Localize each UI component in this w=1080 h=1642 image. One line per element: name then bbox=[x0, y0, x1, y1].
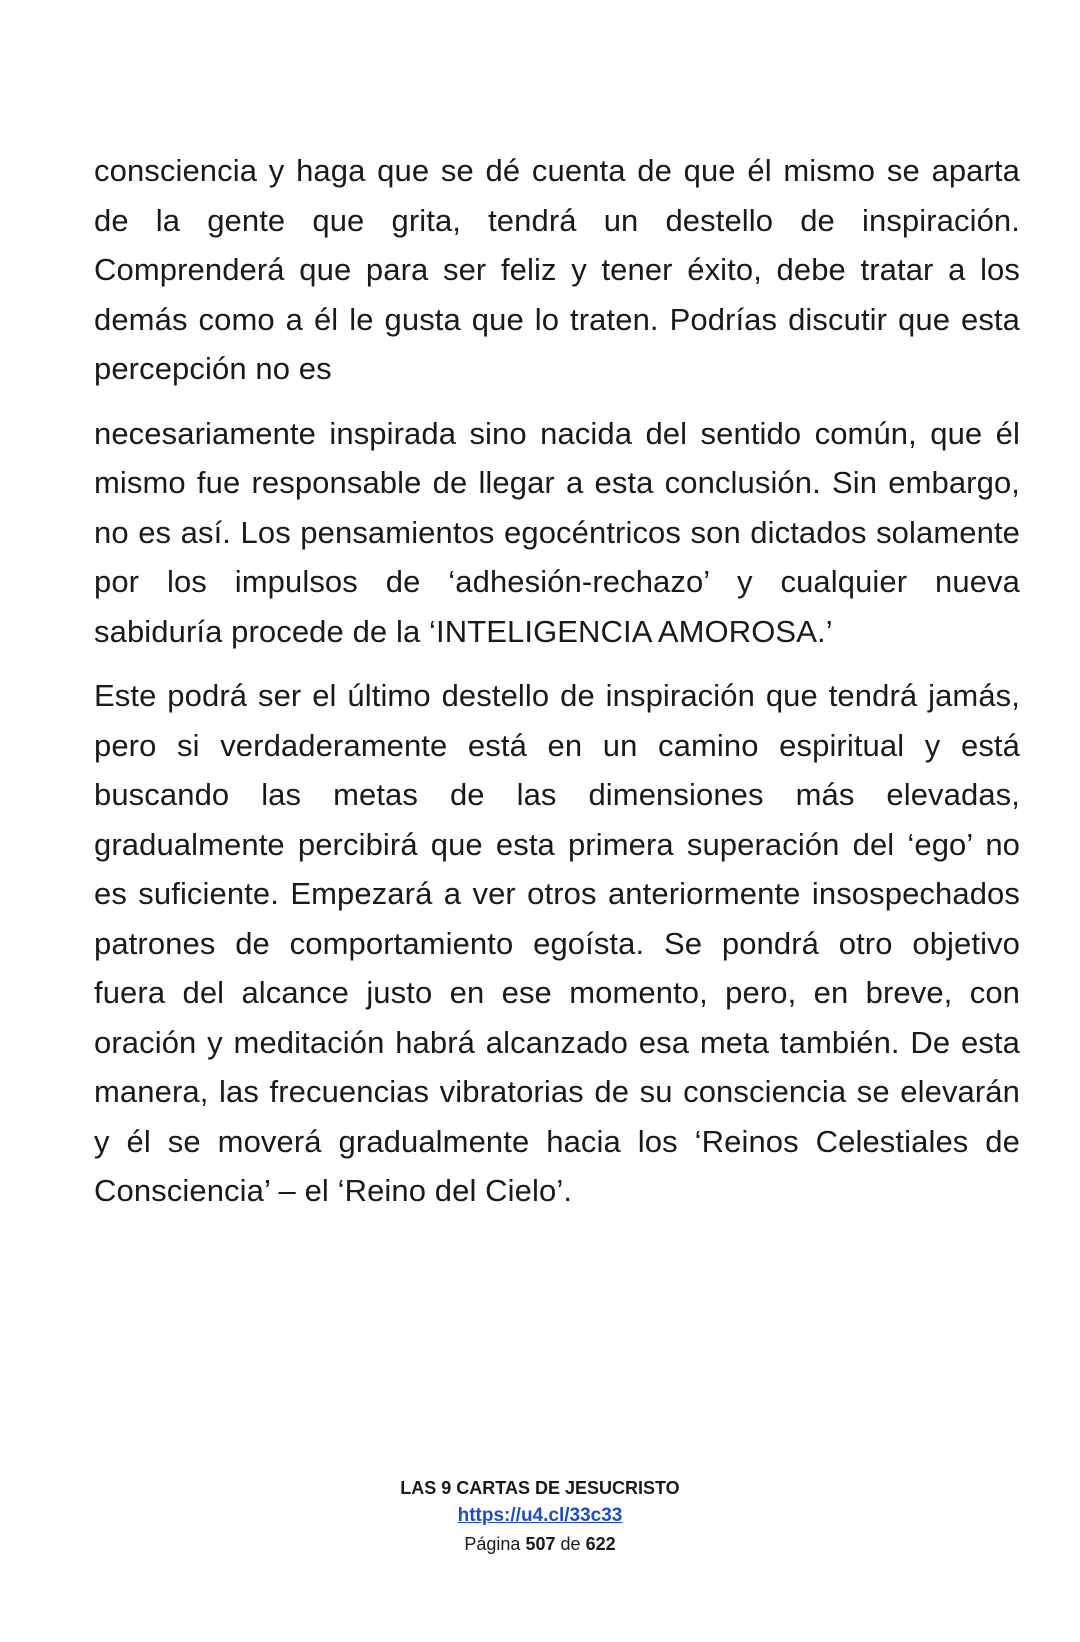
page-indicator bbox=[0, 1530, 1080, 1558]
body-paragraph-3: Este podrá ser el último destello de inspiración que tendrá jamás, pero si verdaderamente está en un camino espiritual y está buscando las metas de las dimensiones más elevadas, gradualmente percibirá que esta primera superación del ‘ego’ no es suficiente. Empezará a ver otros anteriormente insospechados patrones de comportamiento egoísta. Se pondrá otro objetivo fuera del alcance justo en ese momento, pero, en breve, con oración y meditación habrá alcanzado esa meta también. De esta manera, las frecuencias vibratorias de su consciencia se elevarán y él se moverá gradualmente hacia los ‘Reinos Celestiales de Consciencia’ – el ‘Reino del Cielo’. bbox=[94, 678, 1020, 1208]
body-paragraph-2: necesariamente inspirada sino nacida del sentido común, que él mismo fue responsable de llegar a esta conclusión. Sin embargo, no es así. Los pensamientos egocéntricos son dictados solamente por los impulsos de ‘adhesión-rechazo’ y cualquier nueva sabiduría procede de la ‘INTELIGENCIA AMOROSA.’ bbox=[94, 415, 1020, 649]
page-number: 507 bbox=[525, 1534, 556, 1554]
book-link[interactable]: https://u4.cl/33c33 bbox=[457, 1505, 623, 1526]
book-title: LAS 9 CARTAS DE JESUCRISTO bbox=[400, 1478, 680, 1498]
page-total: 622 bbox=[585, 1534, 616, 1554]
page-footer bbox=[0, 1474, 1080, 1558]
page-prefix: Página bbox=[464, 1534, 521, 1554]
page-body bbox=[94, 146, 1020, 1231]
page-separator: de bbox=[560, 1534, 581, 1554]
body-paragraph-1: consciencia y haga que se dé cuenta de que él mismo se aparta de la gente que grita, tendrá un destello de inspiración. Comprenderá que para ser feliz y tener éxito, debe tratar a los demás como a él le gusta que lo traten. Podrías discutir que esta percepción no es bbox=[94, 153, 1020, 386]
